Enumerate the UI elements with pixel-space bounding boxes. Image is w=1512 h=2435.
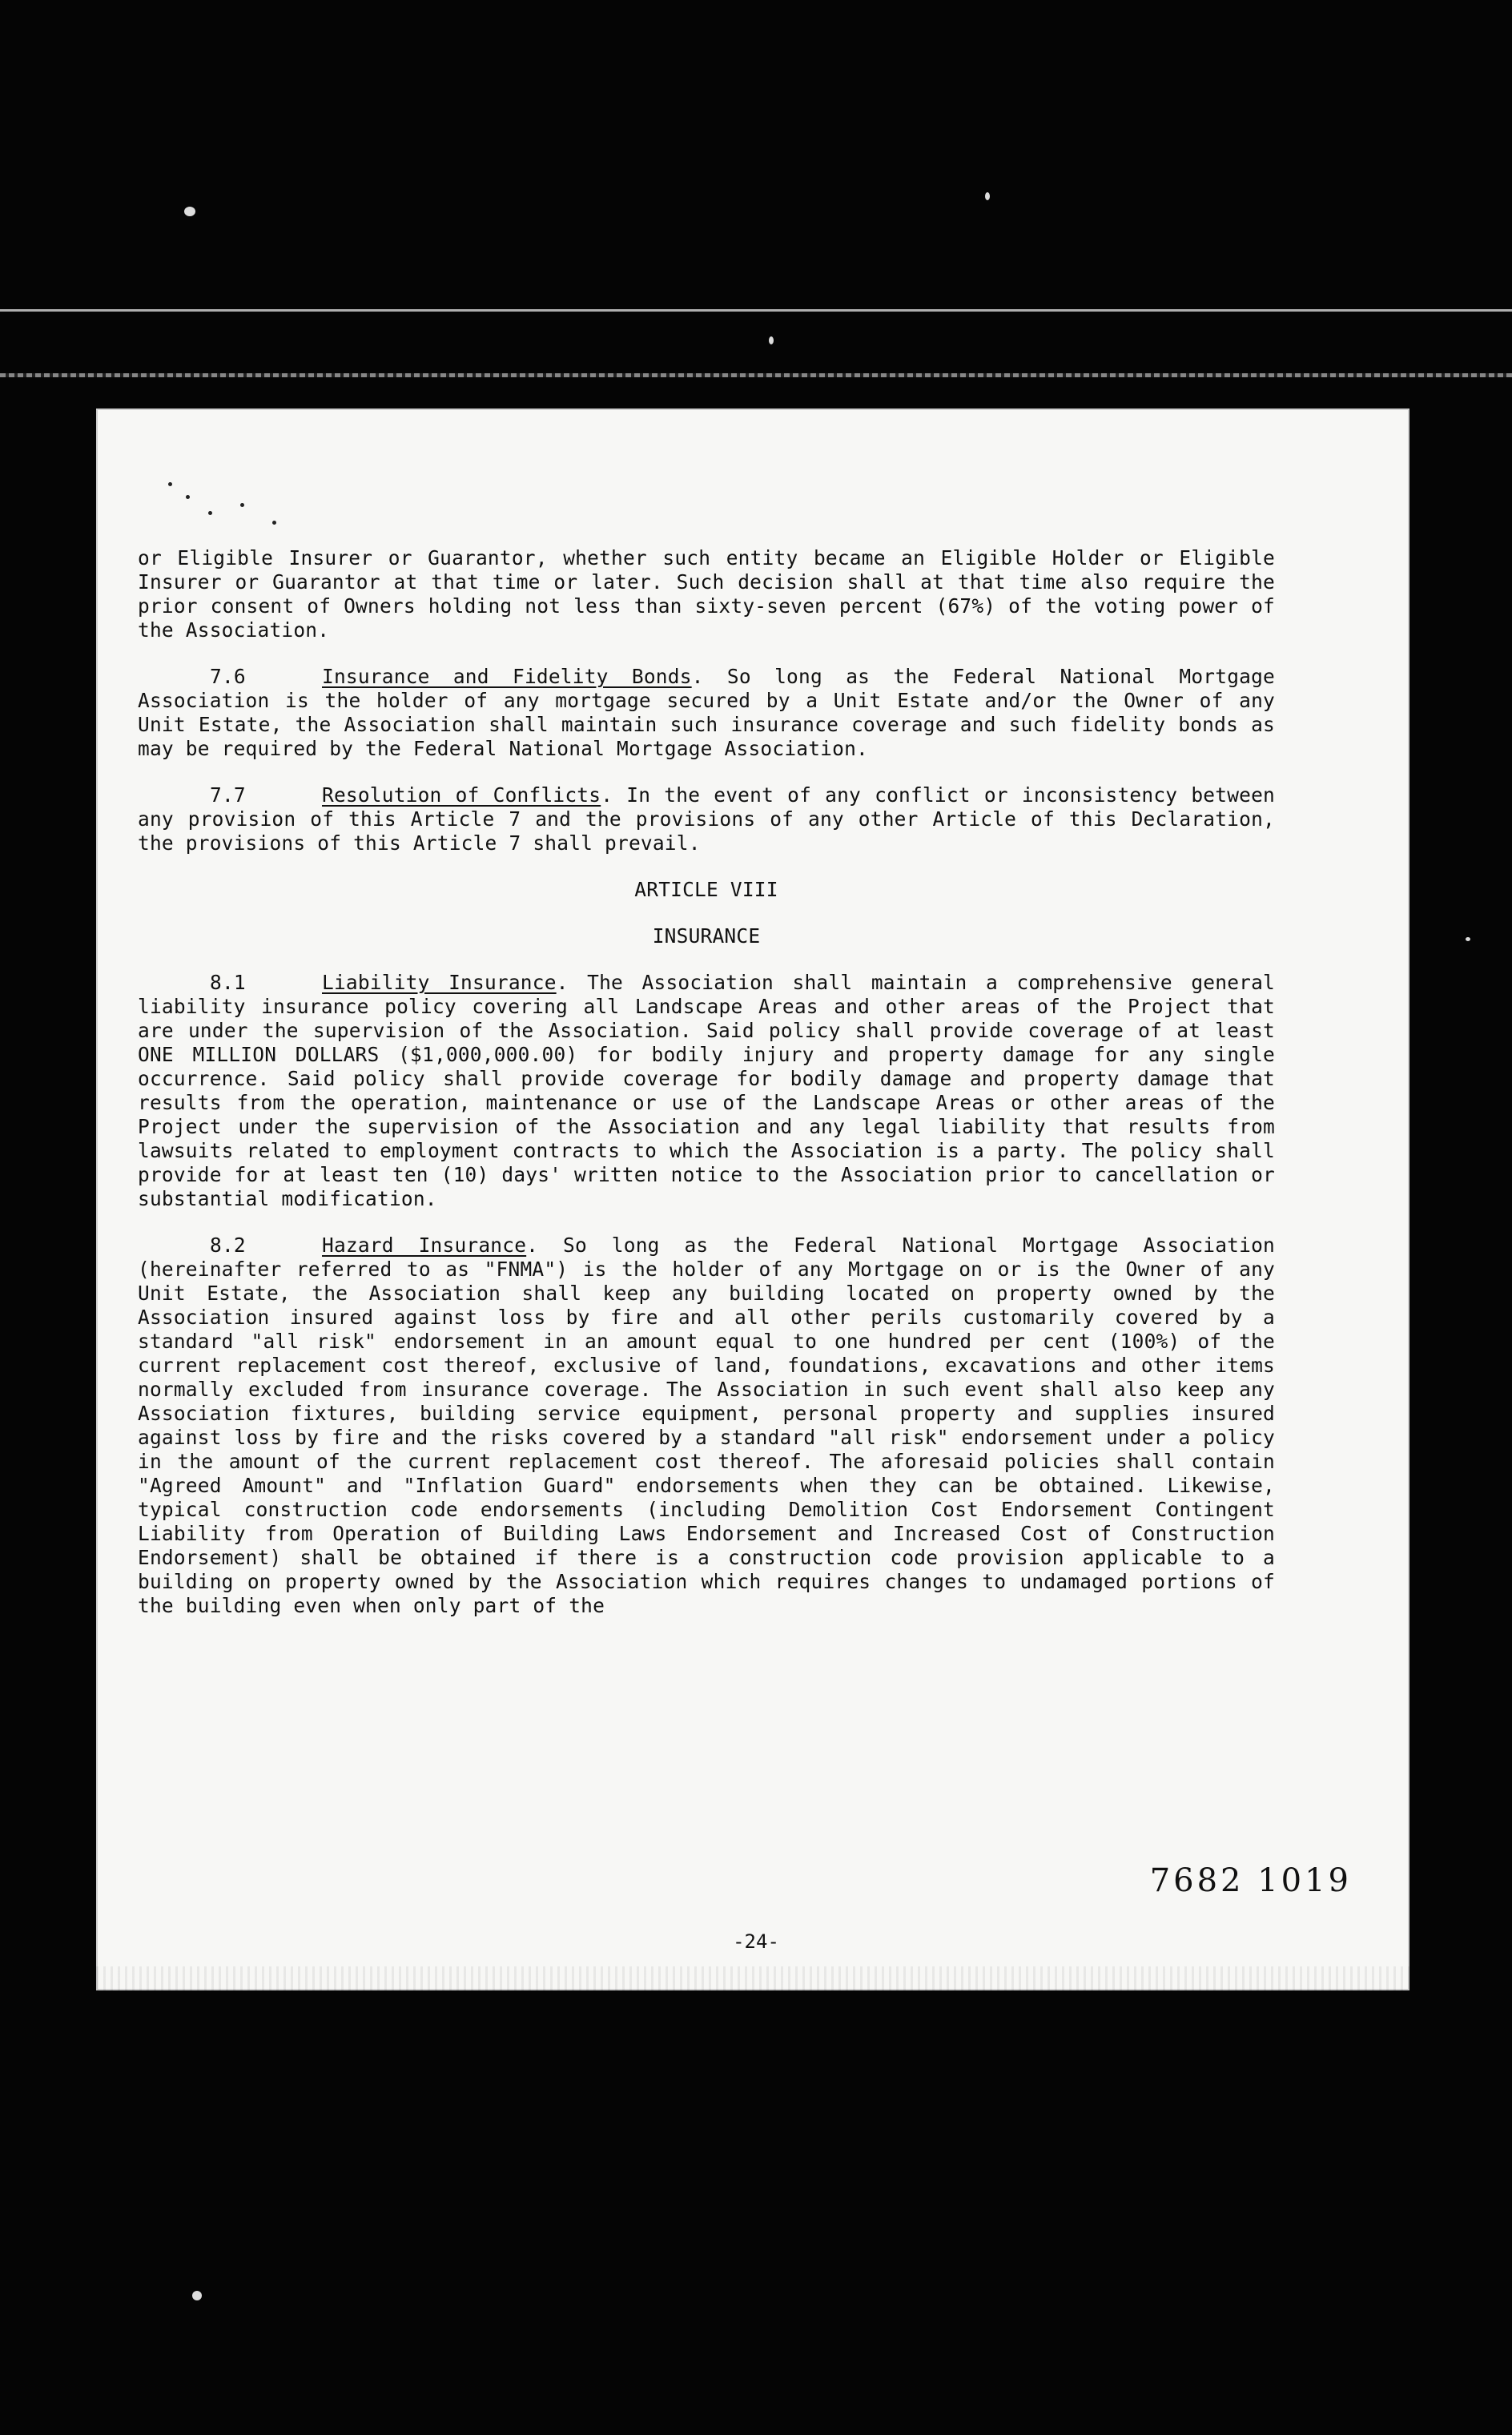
page-scan-noise	[96, 1966, 1409, 1990]
scan-speck	[184, 207, 195, 216]
section-7-7: 7.7 Resolution of Conflicts. In the event of any conflict or inconsistency between any provision of this Article 7 and the provisions of any other Article of this Declaration, the provisions of this Article 7 shall prevail.	[138, 783, 1275, 855]
section-number: 7.7	[210, 783, 246, 807]
page-number: -24-	[733, 1930, 779, 1953]
scan-streak-top	[0, 309, 1512, 312]
section-body: The Association shall maintain a comprehensive general liability insurance policy covering all Landscape Areas and other areas of the Project that are under the supervision of the Association. Said policy shall provide coverage of at least ONE MILLION DOLLARS ($1,000,000.00) for bodily injury and property damage for any single occurrence. Said policy shall provide coverage for bodily damage and property damage that results from the operation, maintenance or use of the Landscape Areas or other areas of the Project under the supervision of the Association and any legal liability that results from lawsuits related to employment contracts to which the Association is a party. The policy shall provide for at least ten (10) days' written notice to the Association prior to cancellation or substantial modification.	[138, 971, 1275, 1210]
article-subheading: INSURANCE	[652, 924, 761, 948]
section-number: 7.6	[210, 665, 246, 688]
section-number: 8.2	[210, 1234, 246, 1257]
paragraph-continued: or Eligible Insurer or Guarantor, whether such entity became an Eligible Holder or Eligible Insurer or Guarantor at that time or later. Such decision shall at that time also require the prior consent of Owners holding not less than sixty-seven percent (67%) of the voting power of the Association.	[138, 546, 1275, 642]
section-body: So long as the Federal National Mortgage Association is the holder of any mortgage secured by a Unit Estate and/or the Owner of any Unit Estate, the Association shall maintain such insurance coverage and such fidelity bonds as may be required by the Federal National Mortgage Association.	[138, 665, 1275, 760]
scan-speck	[192, 2291, 202, 2300]
scan-streak-lower	[0, 373, 1512, 377]
document-body	[138, 546, 1275, 1640]
section-title: Insurance and Fidelity Bonds	[322, 665, 692, 688]
scan-speck	[985, 192, 990, 200]
section-7-6: 7.6 Insurance and Fidelity Bonds. So long as the Federal National Mortgage Association is the holder of any mortgage secured by a Unit Estate and/or the Owner of any Unit Estate, the Association shall maintain such insurance coverage and such fidelity bonds as may be required by the Federal National Mortgage Association.	[138, 665, 1275, 760]
section-body: So long as the Federal National Mortgage Association (hereinafter referred to as "FNMA") is the holder of any Mortgage on or is the Owner of any Unit Estate, the Association shall keep any building located on property owned by the Association insured against loss by fire and all other perils customarily covered by a standard "all risk" endorsement in an amount equal to one hundred per cent (100%) of the current replacement cost thereof, exclusive of land, foundations, excavations and other items normally excluded from insurance coverage. The Association in such event shall also keep any Association fixtures, building service equipment, personal property and supplies insured against loss by fire and the risks covered by a standard "all risk" endorsement under a policy in the amount of the current replacement cost thereof. The aforesaid policies shall contain "Agreed Amount" and "Inflation Guard" endorsements when they can be obtained. Likewise, typical construction code endorsements (including Demolition Cost Endorsement Contingent Liability from Operation of Building Laws Endorsement and Increased Cost of Construction Endorsement) shall be obtained if there is a construction code provision applicable to a building on property owned by the Association which requires changes to undamaged portions of the building even when only part of the	[138, 1234, 1275, 1617]
section-8-1: 8.1 Liability Insurance. The Association shall maintain a comprehensive general liability insurance policy covering all Landscape Areas and other areas of the Project that are under the supervision of the Association. Said policy shall provide coverage of at least ONE MILLION DOLLARS ($1,000,000.00) for bodily injury and property damage for any single occurrence. Said policy shall provide coverage for bodily damage and property damage that results from the operation, maintenance or use of the Landscape Areas or other areas of the Project under the supervision of the Association and any legal liability that results from lawsuits related to employment contracts to which the Association is a party. The policy shall provide for at least ten (10) days' written notice to the Association prior to cancellation or substantial modification.	[138, 971, 1275, 1210]
article-heading: ARTICLE VIII	[634, 878, 778, 901]
scan-speck	[769, 336, 774, 344]
section-8-2: 8.2 Hazard Insurance. So long as the Federal National Mortgage Association (hereinafter referred to as "FNMA") is the holder of any Mortgage on or is the Owner of any Unit Estate, the Association shall keep any building located on property owned by the Association insured against loss by fire and all other perils customarily covered by a standard "all risk" endorsement in an amount equal to one hundred per cent (100%) of the current replacement cost thereof, exclusive of land, foundations, excavations and other items normally excluded from insurance coverage. The Association in such event shall also keep any Association fixtures, building service equipment, personal property and supplies insured against loss by fire and the risks covered by a standard "all risk" endorsement under a policy in the amount of the current replacement cost thereof. The aforesaid policies shall contain "Agreed Amount" and "Inflation Guard" endorsements when they can be obtained. Likewise, typical construction code endorsements (including Demolition Cost Endorsement Contingent Liability from Operation of Building Laws Endorsement and Increased Cost of Construction Endorsement) shall be obtained if there is a construction code provision applicable to a building on property owned by the Association which requires changes to undamaged portions of the building even when only part of the	[138, 1234, 1275, 1617]
section-title: Resolution of Conflicts	[322, 783, 601, 807]
section-title: Hazard Insurance	[322, 1234, 527, 1257]
scan-speck	[1466, 937, 1470, 941]
section-number: 8.1	[210, 971, 246, 994]
page-blemish	[152, 473, 280, 537]
section-body: In the event of any conflict or inconsistency between any provision of this Article 7 and the provisions of any other Article of this Declaration, the provisions of this Article 7 shall prevail.	[138, 783, 1275, 855]
document-number: 7682 1019	[1149, 1862, 1352, 1899]
section-title: Liability Insurance	[322, 971, 557, 994]
